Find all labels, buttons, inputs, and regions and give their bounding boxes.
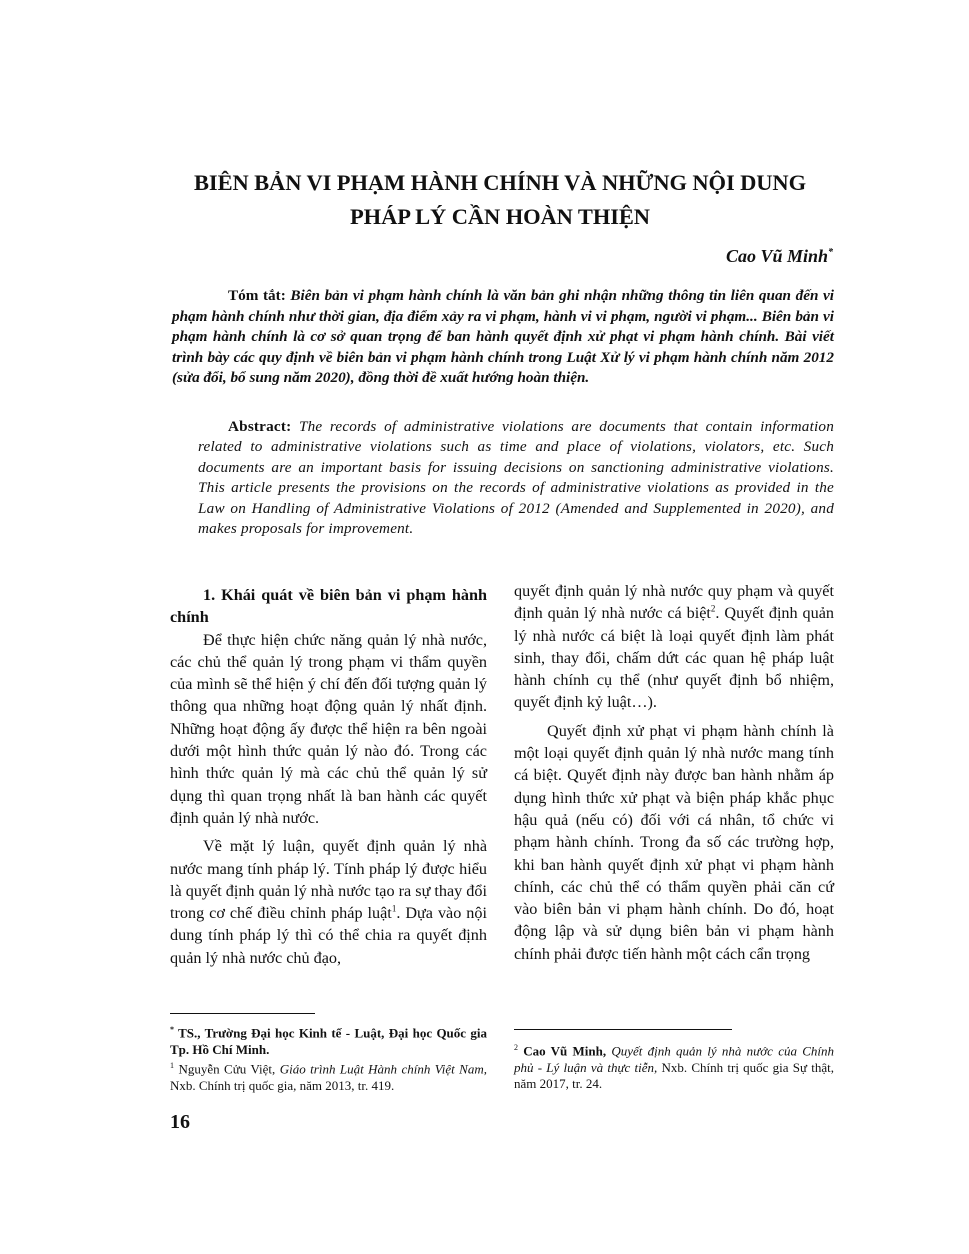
author-byline xyxy=(726,246,833,267)
paragraph: Để thực hiện chức năng quản lý nhà nước, các chủ thể quản lý trong phạm vi thẩm quyền của mình sẽ thể hiện ý chí đến đối tượng quản lý thông qua những hoạt động quản lý nhất định. Những hoạt động ấy được thể hiện ra bên ngoài dưới một hình thức quản lý nào đó. Trong các hình thức quản lý mà các chủ thể quản lý sử dụng thì quan trọng nhất là ban hành các quyết định quản lý nhà nước. xyxy=(170,630,487,827)
article-title xyxy=(100,166,900,234)
title-line-1: BIÊN BẢN VI PHẠM HÀNH CHÍNH VÀ NHỮNG NỘI DUNG xyxy=(194,170,806,195)
footnote-ref-2: 2 xyxy=(710,603,716,614)
abstract-text: The records of administrative violations are documents that contain information related to administrative violations such as time and place of violations, violators, etc. Such documents are an important basis for issuing decisions on sanctioning administrative violations. This article presents the provisions on the records of administrative violations as provided in the Law on Handling of Administrative Violations of 2012 (Amended and Supplemented in 2020), and makes proposals for improvement. xyxy=(198,418,835,538)
footnote-1: $^1$ Nguyễn Cửu Việt, Giáo trình Luật Hành chính Việt Nam, Nxb. Chính trị quốc gia, năm 2013, tr. 419. xyxy=(170,1061,487,1093)
section-heading: 1. Khái quát về biên bản vi phạm hành chính xyxy=(170,586,487,627)
english-abstract xyxy=(198,417,834,539)
author-name: Cao Vũ Minh xyxy=(725,246,828,266)
paragraph: Quyết định xử phạt vi phạm hành chính là một loại quyết định quản lý nhà nước mang tính cá biệt. Quyết định này được ban hành nhằm áp dụng hình thức xử phạt và biện pháp khắc phục hậu quả (nếu có) đối với cá nhân, tổ chức vi phạm hành chính. Trong đa số các trường hợp, khi ban hành quyết định xử phạt vi phạm hành chính, các chủ thể có thẩm quyền phải căn cứ vào biên bản vi phạm hành chính. Do đó, hoạt động lập và sử dụng biên bản vi phạm hành chính phải được tiến hành một cách cẩn trọng xyxy=(514,721,834,963)
footnote-mark: * xyxy=(170,1025,174,1034)
right-column xyxy=(514,580,834,965)
vietnamese-summary xyxy=(172,286,834,389)
author-affiliation-note: * TS., Trường Đại học Kinh tế - Luật, Đại học Quốc gia Tp. Hồ Chí Minh. xyxy=(170,1025,488,1057)
footnote-ref-1: 1 xyxy=(391,903,397,914)
summary-label: Tóm tắt: xyxy=(228,287,286,304)
paragraph xyxy=(170,835,487,969)
paragraph-text-cont: . Dựa vào nội dung tính pháp lý thì có thể chia ra quyết định quản lý nhà nước chủ đạo, xyxy=(170,904,487,967)
footnote-number: 1 xyxy=(170,1061,174,1071)
paragraph-text: quyết định quản lý nhà nước quy phạm và quyết định quản lý nhà nước cá biệt xyxy=(514,582,834,623)
footnote-divider xyxy=(514,1029,732,1030)
abstract-label: Abstract: xyxy=(228,418,292,435)
paragraph xyxy=(514,580,834,714)
summary-text: Biên bản vi phạm hành chính là văn bản ghi nhận những thông tin liên quan đến vi phạm hành chính như thời gian, địa điểm xảy ra vi phạm, hành vi vi phạm, người vi phạm... Biên bản vi phạm hành chính là cơ sở quan trọng để ban hành quyết định xử phạt vi phạm hành chính. Bài viết trình bày các quy định về biên bản vi phạm hành chính trong Luật Xử lý vi phạm hành chính năm 2012 (sửa đổi, bổ sung năm 2020), đồng thời đề xuất hướng hoàn thiện. xyxy=(172,287,835,387)
footnote-divider xyxy=(170,1013,315,1014)
paragraph-text-cont: . Quyết định quản lý nhà nước cá biệt là loại quyết định làm phát sinh, thay đổi, chấm dứt các quan hệ pháp luật hành chính cụ thể (như quyết định bổ nhiệm, quyết định kỷ luật…). xyxy=(514,604,834,712)
footnote-number: 2 xyxy=(514,1043,518,1052)
title-line-2: PHÁP LÝ CẦN HOÀN THIỆN xyxy=(350,204,650,229)
left-column xyxy=(170,584,487,969)
page-number: 16 xyxy=(170,1111,190,1133)
author-footnote-mark: * xyxy=(828,247,833,258)
footnote-2: $^2$ Cao Vũ Minh, Quyết định quản lý nhà nước của Chính phủ - Lý luận và thực tiễn, Nxb. Chính trị quốc gia Sự thật, năm 2017, tr. 24. xyxy=(514,1043,835,1092)
footnotes-left xyxy=(170,1022,487,1094)
footnotes-right xyxy=(514,1040,834,1093)
paragraph-text: Về mặt lý luận, quyết định quản lý nhà nước mang tính pháp lý. Tính pháp lý được hiểu là quyết định quản lý nhà nước tạo ra sự thay đổi trong cơ chế điều chỉnh pháp luật xyxy=(170,837,487,923)
